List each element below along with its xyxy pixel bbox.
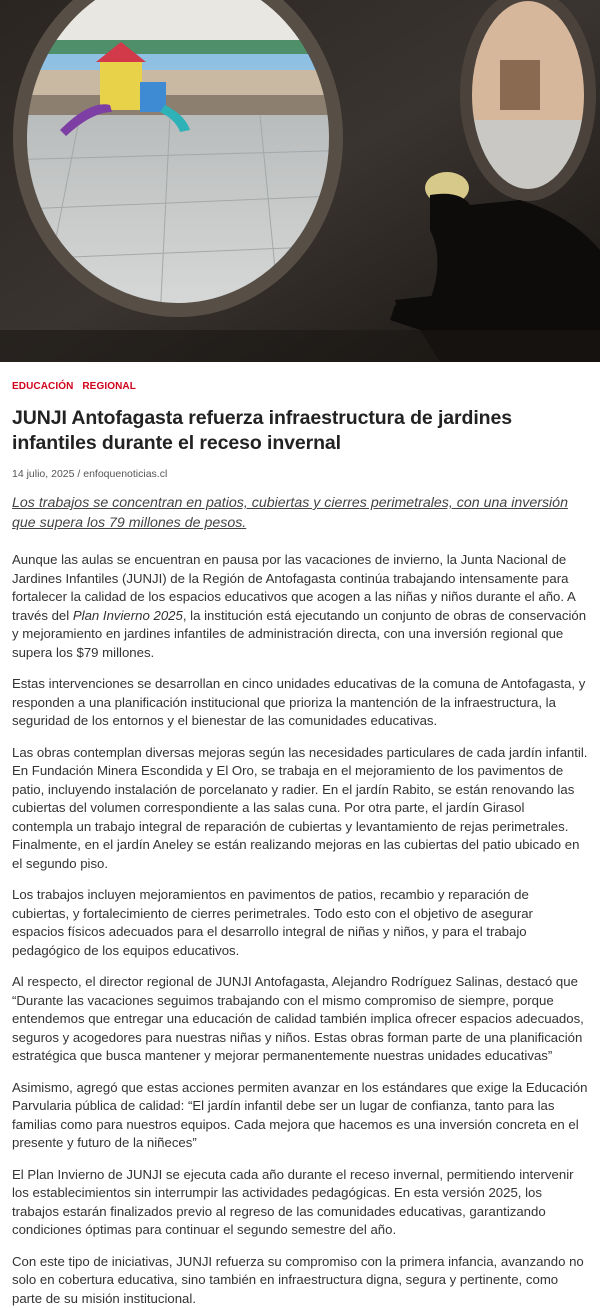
paragraph-8: Con este tipo de iniciativas, JUNJI refuerza su compromiso con la primera infancia, avanzando no solo en cobertura educativa, sino también en infraestructura digna, segura y pertinente, como parte de su misión institucional. [12, 1253, 588, 1308]
hero-photo [0, 0, 600, 362]
paragraph-7: El Plan Invierno de JUNJI se ejecuta cada año durante el receso invernal, permitiendo intervenir los establecimientos sin interrumpir las actividades pedagógicas. En esta versión 2025, los trabajos estarán finalizados previo al regreso de las comunidades educativas, garantizando condiciones óptimas para continuar el segundo semestre del año. [12, 1166, 588, 1240]
paragraph-5: Al respecto, el director regional de JUNJI Antofagasta, Alejandro Rodríguez Salinas, destacó que “Durante las vacaciones seguimos trabajando con el mismo compromiso de siempre, porque entendemos que entregar una educación de calidad también implica ofrecer espacios adecuados, seguros y acogedores para nuestras niñas y niños. Estas obras forman parte de una planificación estratégica que busca mantener y mejorar permanentemente nuestras unidades educativas” [12, 973, 588, 1066]
paragraph-1-end: , la institución está ejecutando un conjunto de obras de conservación y mejoramiento en jardines infantiles de administración directa, con una inversión regional que supera los $79 millones. [12, 608, 586, 660]
article-body [12, 551, 588, 1308]
hero-image [0, 0, 600, 362]
article-date: 14 julio, 2025 [12, 468, 74, 480]
meta-separator: / [77, 468, 80, 480]
category-regional-link[interactable]: REGIONAL [82, 381, 136, 392]
article-source: enfoquenoticias.cl [83, 468, 167, 480]
paragraph-6: Asimismo, agregó que estas acciones permiten avanzar en los estándares que exige la Educación Parvularia pública de calidad: “El jardín infantil debe ser un lugar de confianza, tanto para las familias como para nuestros equipos. Cada mejora que hacemos es una inversión concreta en el presente y futuro de la niñeces” [12, 1079, 588, 1153]
article-meta [12, 468, 588, 480]
paragraph-1-start: Aunque las aulas se encuentran en pausa por las vacaciones de invierno, la Junta Nacional de Jardines Infantiles (JUNJI) de la Región de Antofagasta continúa trabajando intensamente para fortalecer la calidad de los espacios educativos que acogen a las niñas y niños durante el año. A través del [12, 552, 575, 623]
article-lead: Los trabajos se concentran en patios, cubiertas y cierres perimetrales, con una inversión que supera los 79 millones de pesos. [12, 494, 588, 533]
article [0, 381, 600, 1308]
paragraph-1 [12, 551, 588, 662]
category-list [12, 381, 588, 392]
article-title: JUNJI Antofagasta refuerza infraestructura de jardines infantiles durante el receso invernal [12, 406, 588, 455]
plan-invierno-emphasis: Plan Invierno 2025 [73, 608, 183, 623]
paragraph-2: Estas intervenciones se desarrollan en cinco unidades educativas de la comuna de Antofagasta, y responden a una planificación institucional que prioriza la mantención de la infraestructura, la seguridad de los entornos y el bienestar de las comunidades educativas. [12, 675, 588, 731]
paragraph-4: Los trabajos incluyen mejoramientos en pavimentos de patios, recambio y reparación de cubiertas, y fortalecimiento de cierres perimetrales. Todo esto con el objetivo de asegurar espacios físicos adecuados para el desarrollo integral de niñas y niños, y para el trabajo pedagógico de los equipos educativos. [12, 886, 588, 960]
paragraph-3: Las obras contemplan diversas mejoras según las necesidades particulares de cada jardín infantil. En Fundación Minera Escondida y El Oro, se trabaja en el mejoramiento de los pavimentos de patio, incluyendo instalación de porcelanato y radier. En el jardín Rabito, se están renovando las cubiertas del volumen correspondiente a las salas cuna. Por otra parte, el jardín Girasol contempla un trabajo integral de reparación de cubiertas y levantamiento de rejas perimetrales. Finalmente, en el jardín Aneley se están realizando mejoras en las cubiertas del patio ubicado en el segundo piso. [12, 744, 588, 874]
category-education-link[interactable]: EDUCACIÓN [12, 381, 73, 392]
